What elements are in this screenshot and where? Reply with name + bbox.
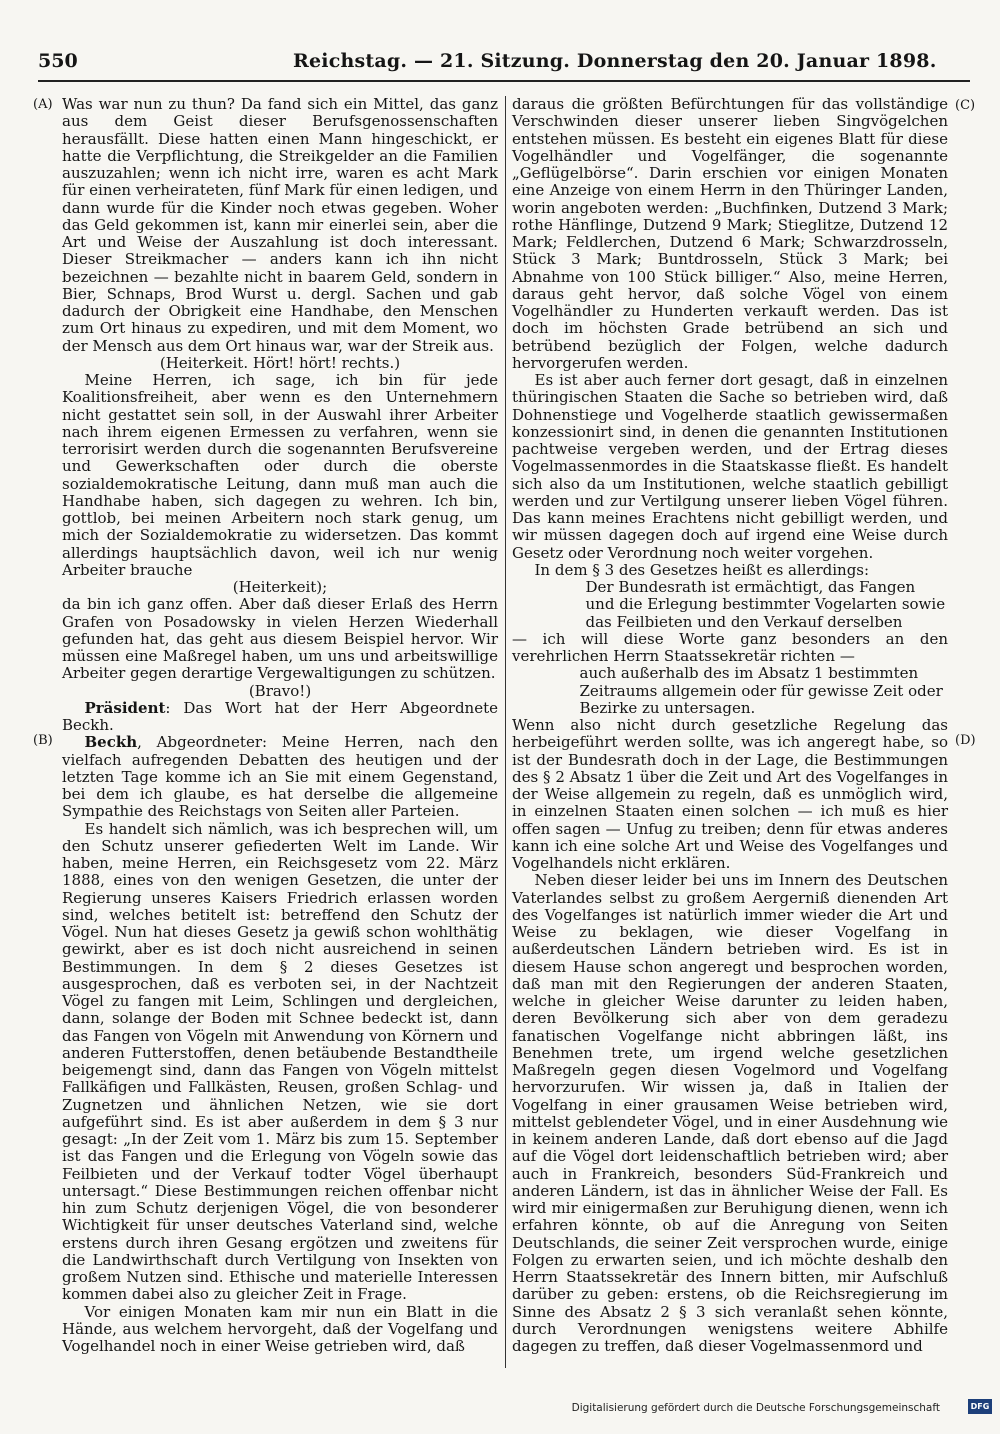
speaker-name: Präsident	[84, 698, 166, 717]
paragraph: — ich will diese Worte ganz besonders an den verehrlichen Herrn Staatssekretär richten —	[512, 629, 948, 665]
paragraph: Vor einigen Monaten kam mir nun ein Blatt in die Hände, aus welchem hervorgeht, daß der Vogelfang und Vogelhandel noch in einer Weise getrieben wird, daß	[62, 1302, 498, 1355]
left-column	[62, 96, 498, 1355]
law-quote: auch außerhalb des im Absatz 1 bestimmten Zeitraums allgemein oder für gewisse Zeit oder Bezirke zu untersagen.	[579, 664, 943, 717]
paragraph: Neben dieser leider bei uns im Innern des Deutschen Vaterlandes selbst zu großem Aergerniß dienenden Art des Vogelfanges ist natürlich immer wieder die Art und Weise zu beklagen, wie dieser Vogelfang in außerdeutschen Ländern betrieben wird. Es ist in diesem Hause schon angeregt und besprochen worden, daß man mit den Regierungen der anderen Staaten, welche in gleicher Weise darunter zu leiden haben, deren Bevölkerung sich aber von dem geradezu fanatischen Vogelfange nicht abbringen läßt, ins Benehmen trete, um irgend welche gesetzlichen Maßregeln gegen diesen Vogelmord und Vogelfang hervorzurufen. Wir wissen ja, daß in Italien der Vogelfang in einer grausamen Weise betrieben wird, mittelst geblendeter Vögel, und in einer Ausdehnung wie in keinem anderen Lande, daß dort ebenso auf die Jagd auf die Vögel dort leidenschaftlich betrieben wird; aber auch in Frankreich, besonders Süd-Frankreich und anderen Ländern, ist das in ähnlicher Weise der Fall. Es wird mir einigermaßen zur Beruhigung dienen, wenn ich erfahren könnte, ob auf die Anregung von Seiten Deutschlands, die seiner Zeit versprochen wurde, einige Folgen zu erwarten seien, und ich möchte deshalb den Herrn Staatssekretär des Innern bitten, mir Aufschluß darüber zu geben: erstens, ob die Reichsregierung im Sinne des Absatz 2 § 3 sich veranlaßt sehen könnte, durch Verordnungen wenigstens weitere Abhilfe dagegen zu treffen, daß dieser Vogelmassenmord und	[512, 871, 948, 1355]
speaker-name: Beckh	[84, 733, 138, 752]
law-quote: Der Bundesrath ist ermächtigt, das Fangen und die Erlegung bestimmter Vogelarten sowie das Feilbieten und den Verkauf derselben	[585, 578, 946, 631]
margin-label-a: (A)	[33, 97, 53, 112]
paragraph: da bin ich ganz offen. Aber daß dieser Erlaß des Herrn Grafen von Posadowsky in vielen Herzen Wiederhall gefunden hat, das geht aus diesem Beispiel hervor. Wir müssen eine Maßregel haben, um uns und arbeitswillige Arbeiter gegen derartige Vergewaltigungen zu schützen.	[62, 595, 498, 683]
interjection: (Heiterkeit);	[232, 578, 328, 596]
column-divider	[505, 96, 506, 1368]
speaker-paragraph	[62, 734, 498, 820]
interjection: (Bravo!)	[248, 681, 312, 700]
interjection: (Heiterkeit. Hört! hört! rechts.)	[159, 353, 401, 372]
speaker-text: : Das Wort hat der Herr Abgeordnete Beckh.	[62, 698, 498, 734]
margin-label-c: (C)	[955, 98, 976, 113]
margin-label-b: (B)	[33, 733, 53, 748]
right-column	[512, 96, 948, 1355]
paragraph: Es ist aber auch ferner dort gesagt, daß in einzelnen thüringischen Staaten die Sache so betrieben wird, daß Dohnenstiege und Vogelherde staatlich gewissermaßen konzessionirt sind, in denen die genannten Institutionen pachtweise vergeben werden, und der Ertrag dieses Vogelmassenmordes in die Staatskasse fließt. Es handelt sich also da um Institutionen, welche staatlich gebilligt werden und zur Vertilgung unserer lieben Vögel führen. Das kann meines Erachtens nicht gebilligt werden, und wir müssen dagegen doch auf irgend eine Weise durch Gesetz oder Verordnung noch weiter vorgehen.	[512, 371, 948, 562]
paragraph: daraus die größten Befürchtungen für das vollständige Verschwinden dieser unserer lieben Singvögelchen entstehen müssen. Es besteht ein eigenes Blatt für diese Vogelhändler und Vogelfänger, die sogenannte „Geflügelbörse“. Darin erschien vor einigen Monaten eine Anzeige von einem Herrn in den Thüringer Landen, worin angeboten werden: „Buchfinken, Dutzend 3 Mark; rothe Hänflinge, Dutzend 9 Mark; Stieglitze, Dutzend 12 Mark; Feldlerchen, Dutzend 6 Mark; Schwarzdrosseln, Stück 3 Mark; Buntdrosseln, Stück 3 Mark; bei Abnahme von 100 Stück billiger.“ Also, meine Herren, daraus geht hervor, daß solche Vögel von einem Vogelhändler zu Hunderten verkauft werden. Das ist doch im höchsten Grade betrübend an sich und betrübend bezüglich der Folgen, welche dadurch hervorgerufen werden.	[512, 95, 948, 372]
paragraph: Es handelt sich nämlich, was ich besprechen will, um den Schutz unserer gefiederten Welt im Lande. Wir haben, meine Herren, ein Reichsgesetz vom 22. März 1888, eines von den wenigen Gesetzen, die unter der Regierung unseres Kaisers Friedrich erlassen worden sind, welches betitelt ist: betreffend den Schutz der Vögel. Nun hat dieses Gesetz ja gewiß schon wohlthätig gewirkt, aber es ist doch nicht ausreichend in seinen Bestimmungen. In dem § 2 dieses Gesetzes ist ausgesprochen, daß es verboten sei, in der Nachtzeit Vögel zu fangen mit Leim, Schlingen und dergleichen, dann, solange der Boden mit Schnee bedeckt ist, dann das Fangen von Vögeln mit Anwendung von Körnern und anderen Futterstoffen, denen betäubende Bestandtheile beigemengt sind, dann das Fangen von Vögeln mittelst Fallkäfigen und Fallkästen, Reusen, großen Schlag- und Zugnetzen und ähnlichen Netzen, wie sie dort aufgeführt sind. Es ist aber außerdem in dem § 3 nur gesagt: „In der Zeit vom 1. März bis zum 15. September ist das Fangen und die Erlegung von Vögeln sowie das Feilbieten und der Verkauf todter Vögel überhaupt untersagt.“ Diese Bestimmungen reichen offenbar nicht hin zum Schutz derjenigen Vögel, die von besonderer Wichtigkeit für unser deutsches Vaterland sind, welche erstens durch ihren Gesang ergötzen und zweitens für die Landwirthschaft durch Vertilgung von Insekten von großem Nutzen sind. Ethische und materielle Interessen kommen dabei also zu gleicher Zeit in Frage.	[62, 819, 498, 1304]
dfg-logo: DFG	[968, 1399, 992, 1414]
digitization-credit: Digitalisierung gefördert durch die Deutsche Forschungsgemeinschaft	[571, 1402, 940, 1414]
paragraph: Meine Herren, ich sage, ich bin für jede Koalitionsfreiheit, aber wenn es den Unternehmern nicht gestattet sein soll, in der Auswahl ihrer Arbeiter nach ihrem eigenen Ermessen zu verfahren, wenn sie terrorisirt werden durch die sogenannten Berufsvereine und Gewerkschaften oder durch die oberste sozialdemokratische Leitung, dann muß man auch die Handhabe haben, sich dagegen zu wehren. Ich bin, gottlob, bei meinen Arbeitern noch stark genug, um mich der Sozialdemokratie zu widersetzen. Das kommt allerdings hauptsächlich davon, weil ich nur wenig Arbeiter brauche	[62, 371, 498, 579]
speaker-paragraph	[62, 700, 498, 735]
paragraph: In dem § 3 des Gesetzes heißt es allerdings:	[534, 560, 870, 579]
speaker-text: , Abgeordneter: Meine Herren, nach den vielfach aufregenden Debatten des heutigen und der letzten Tage komme ich an Sie mit einem Gegenstand, bei dem ich glaube, es hat derselbe die allgemeine Sympathie des Reichstags von Seiten aller Parteien.	[62, 733, 498, 821]
paragraph: Was war nun zu thun? Da fand sich ein Mittel, das ganz aus dem Geist dieser Berufsgenossenschaften herausfällt. Diese hatten einen Mann hingeschickt, er hatte die Verpflichtung, die Streikgelder an die Familien auszuzahlen; wenn ich nicht irre, waren es acht Mark für einen verheirateten, fünf Mark für einen ledigen, und dann wurde für die Kinder noch etwas gegeben. Woher das Geld gekommen ist, kann mir einerlei sein, aber die Art und Weise der Auszahlung ist doch interessant. Dieser Streikmacher — anders kann ich ihn nicht bezeichnen — bezahlte nicht in baarem Geld, sondern in Bier, Schnaps, Brod Wurst u. dergl. Sachen und gab dadurch der Obrigkeit eine Handhabe, den Menschen zum Ort hinaus zu expediren, und mit dem Moment, wo der Mensch aus dem Ort hinaus war, war der Streik aus.	[62, 95, 498, 355]
running-title: Reichstag. — 21. Sitzung. Donnerstag den 20. Januar 1898.	[293, 50, 937, 72]
paragraph: Wenn also nicht durch gesetzliche Regelung das herbeigeführt werden sollte, was ich angeregt habe, so ist der Bundesrath doch in der Lage, die Bestimmungen des § 2 Absatz 1 über die Zeit und Art des Vogelfanges in der Weise allgemein zu regeln, daß es unmöglich wird, in einzelnen Staaten einen solchen — ich muß es hier offen sagen — Unfug zu treiben; denn für etwas anderes kann ich eine solche Art und Weise des Vogelfanges und Vogelhandels nicht erklären.	[512, 716, 948, 872]
margin-label-d: (D)	[955, 733, 976, 748]
header-rule	[38, 80, 970, 82]
running-header	[38, 50, 968, 76]
page-number: 550	[38, 50, 78, 72]
